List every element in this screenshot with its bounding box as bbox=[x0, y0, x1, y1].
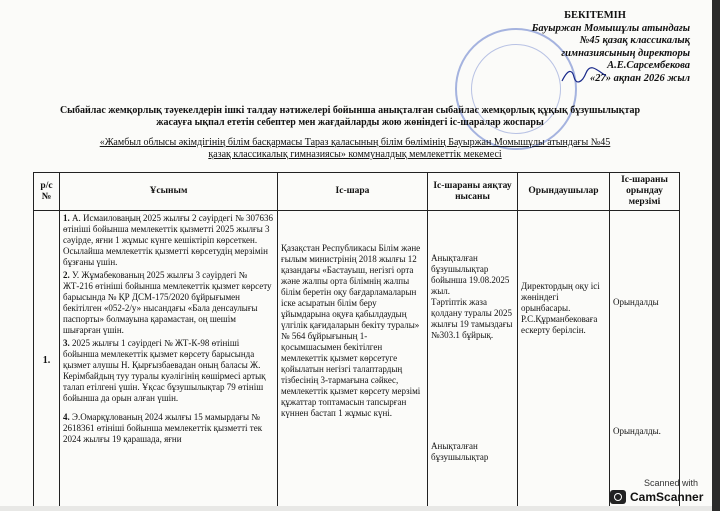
header-completion-form: Іс-шараны аяқтау нысаны bbox=[428, 173, 518, 211]
deadline-cell bbox=[610, 211, 680, 511]
header-number: р/с № bbox=[34, 173, 60, 211]
approval-heading: БЕКІТЕМІН bbox=[564, 10, 626, 21]
row-number: 1. bbox=[34, 211, 60, 511]
scanner-label: Scanned with bbox=[643, 478, 698, 488]
action-text: Қазақстан Республикасы Білім және ғылым министрінің 2018 жылғы 12 қазандағы «Бастауыш, негізгі орта және жалпы орта білімнің жалпы білім беретін оқу бағдарламаларын іске асыратын білім беру ұйымдарына оқуға қабылдаудың үлгілік қағидаларын бекіту туралы» № 564 бұйрығының 1-қосымшасымен бекітілген мемлекеттік қызмет көрсетуге қойылатын негізгі талаптардың тізбесінің 3-тармағына сәйкес, мемлекеттік қызмет көрсету мерзімі құжаттар топтамасын тапсырған күннен бастап 1 жұмыс күні. bbox=[281, 243, 421, 418]
table-row bbox=[34, 211, 680, 511]
camscanner-watermark bbox=[610, 478, 712, 508]
recommendation-item: 2. У. Жұмабекованың 2025 жылғы 3 сәуірдегі № ЖТ-216 өтініші бойынша мемлекеттік қызмет көрсету барысында № ҚР ДСМ-175/2020 бұйрығымен бекітілген «052-2/у» нысандағы «Бала денсаулығы паспорты» болмауына қарамастан, оң шешім шығарған үшін. bbox=[63, 270, 272, 335]
camscanner-logo-icon bbox=[610, 490, 626, 504]
approval-line-4: А.Е.Сарсембекова bbox=[607, 60, 690, 71]
scanner-brand: CamScanner bbox=[630, 490, 704, 504]
scanner-logo-row bbox=[610, 490, 712, 504]
document-subtitle: «Жамбыл облысы әкімдігінің білім басқармасы Тараз қаласының білім бөлімінің Бауыржан Момышұлы атындағы №45 қазақ классикалық гимназиясы» коммуналдық мемлекеттік мекемесі bbox=[99, 137, 611, 160]
deadline-status-2: Орындалды. bbox=[613, 426, 661, 436]
page-edge bbox=[0, 506, 712, 511]
header-deadline: Іс-шараны орындау мерзімі bbox=[610, 173, 680, 211]
approval-line-3: гимназиясының директоры bbox=[561, 47, 690, 59]
completion-form-part-2: Тәртіптік жаза қолдану туралы 2025 жылғы 19 тамыздағы №303.1 бұйрық. bbox=[431, 297, 513, 340]
recommendation-item: 1. А. Исмаиловаңың 2025 жылғы 2 сәуірдегі № 307636 өтініші бойынша мемлекеттік қызметті 2025 жылғы 3 сәуірде, яғни 1 жұмыс күнге кешіктіріп көрсеткен. Осылайша мемлекеттік қызметті көрсетудің мерзімін бұзғаны үшін. bbox=[63, 213, 273, 267]
completion-form-part-3: Анықталған бұзушылықтар bbox=[431, 441, 489, 462]
header-action: Іс-шара bbox=[278, 173, 428, 211]
recommendation-cell bbox=[60, 211, 278, 511]
document-title: Сыбайлас жемқорлық тәуекелдерін ішкі талдау нәтижелері бойынша анықталған сыбайлас жемқорлық құқық бұзушылықтар жасауға ықпал ететін себептер мен жағдайларды жою жөніндегі іс-шаралар жоспары bbox=[59, 105, 641, 128]
completion-form-part-1: Анықталған бұзушылықтар бойынша 19.08.2025 жыл. bbox=[431, 253, 510, 296]
header-recommendation: Ұсыным bbox=[60, 173, 278, 211]
deadline-status-1: Орындалды bbox=[613, 297, 659, 307]
plan-table bbox=[33, 172, 680, 511]
completion-form-cell bbox=[428, 211, 518, 511]
signature bbox=[560, 67, 608, 85]
action-cell bbox=[278, 211, 428, 511]
executors-cell bbox=[518, 211, 610, 511]
recommendation-item: 3. 2025 жылғы 1 сәуірдегі № ЖТ-К-98 өтініші бойынша мемлекеттік қызмет көрсету барысында қызмет алушы Н. Қырғызбаевадан оның баласы Ж. Керімбайдың туу туралы куәлігінің көшірмесі артық талап етілгені үшін. Ұқсас бұзушылықтар 79 өтініш бойынша да орын алған үшін. bbox=[63, 338, 266, 403]
recommendation-item: 4. Э.Омарқұлованың 2024 жылғы 15 мамырдағы № 2618361 өтініші бойынша мемлекеттік қызметті тек 2024 жылғы 19 қарашада, яғни bbox=[63, 412, 263, 444]
approval-date: «27» ақпан 2026 жыл bbox=[589, 72, 690, 84]
header-executors: Орындаушылар bbox=[518, 173, 610, 211]
executors-text: Директордың оқу ісі жөніндегі орынбасары. Р.С.Құрманбековаға ескерту берілсін. bbox=[521, 281, 600, 335]
approval-line-1: Бауыржан Момышұлы атындағы bbox=[531, 22, 690, 34]
approval-line-2: №45 қазақ классикалық bbox=[579, 35, 690, 46]
table-header-row bbox=[34, 173, 680, 211]
